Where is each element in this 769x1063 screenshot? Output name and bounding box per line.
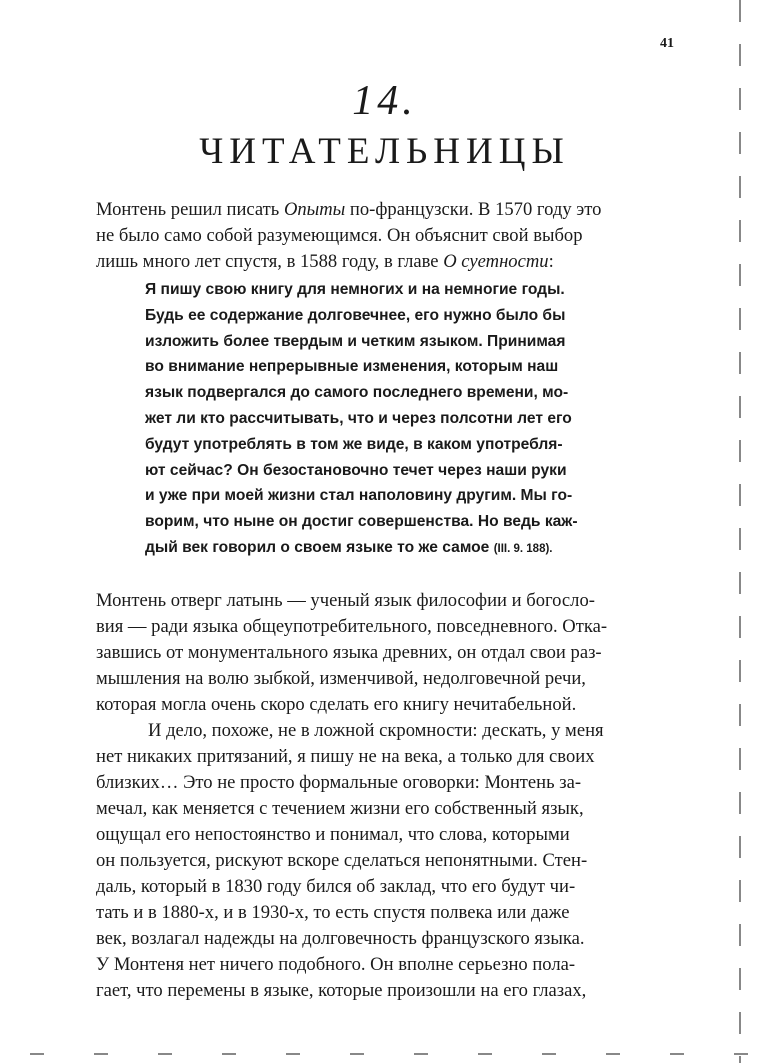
text-line: не было само собой разумеющимся. Он объяснит свой выбор: [96, 225, 583, 246]
quote-line: Я пишу свою книгу для немногих и на немногие годы.: [145, 281, 565, 298]
quote-line: Будь ее содержание долговечнее, его нужно было бы: [145, 306, 566, 324]
quote-line: будут употреблять в том же виде, в каком употребля-: [145, 435, 563, 453]
text-line: Монтень отверг латынь — ученый язык философии и богосло-: [96, 590, 595, 611]
text-line: которая могла очень скоро сделать его книгу нечитабельной.: [96, 694, 577, 715]
quote-line: жет ли кто рассчитывать, что и через полсотни лет его: [145, 409, 572, 427]
quote-line: и уже при моей жизни стал наполовину другим. Мы го-: [145, 487, 573, 505]
text-line: гает, что перемены в языке, которые произошли на его глазах,: [96, 980, 587, 1001]
book-title-italic: Опыты: [283, 199, 346, 220]
text-line: мышления на волю зыбкой, изменчивой, недолговечной речи,: [96, 668, 586, 689]
text-line: он пользуется, рискуют вскоре сделаться непонятными. Стен-: [96, 850, 588, 871]
crop-mark-bottom: [0, 1053, 769, 1055]
text-span: Монтень решил писать: [96, 199, 284, 220]
chapter-number: 14.: [352, 78, 417, 124]
text-line: завшись от монументального языка древних, он отдал свои раз-: [96, 642, 602, 663]
chapter-ref-italic: О суетности: [443, 251, 549, 272]
quote-line: ют сейчас? Он безостановочно течет через наши руки: [145, 461, 567, 479]
chapter-title: ЧИТАТЕЛЬНИЦЫ: [199, 131, 570, 172]
text-span: по-французски. В 1570 году это: [345, 199, 602, 220]
paragraph-latin: [96, 588, 674, 1004]
text-line: близких… Это не просто формальные оговорки: Монтень за-: [96, 772, 582, 793]
text-line: тать и в 1880-х, и в 1930-х, то есть спустя полвека или даже: [96, 902, 570, 923]
text-line: век, возлагал надежды на долговечность французского языка.: [96, 928, 585, 949]
quote-line: ворим, что ныне он достиг совершенства. Но ведь каж-: [145, 513, 578, 531]
quote-line: [145, 535, 665, 561]
text-line: [96, 249, 674, 275]
quote-line: во внимание непрерывные изменения, которым наш: [145, 358, 559, 376]
text-line: даль, который в 1830 году бился об заклад, что его будут чи-: [96, 876, 576, 897]
quote-line: язык подвергался до самого последнего времени, мо-: [145, 384, 569, 402]
text-span: лишь много лет спустя, в 1588 году, в главе: [96, 251, 444, 272]
block-quote: [145, 277, 665, 561]
text-line: нет никаких притязаний, я пишу не на века, а только для своих: [96, 746, 595, 767]
text-line: вия — ради языка общеупотребительного, повседневного. Отка-: [96, 616, 608, 637]
text-line: И дело, похоже, не в ложной скромности: дескать, у меня: [148, 720, 604, 741]
text-span: :: [548, 251, 554, 272]
page-number: 41: [660, 36, 674, 51]
text-span: дый век говорил о своем языке то же самое: [145, 538, 494, 556]
text-line: [96, 197, 674, 223]
text-line: мечал, как меняется с течением жизни его собственный язык,: [96, 798, 584, 819]
quote-reference: (III. 9. 188).: [493, 542, 553, 555]
paragraph-intro: [96, 197, 674, 275]
quote-line: изложить более твердым и четким языком. Принимая: [145, 332, 566, 350]
text-line: ощущал его непостоянство и понимал, что слова, которыми: [96, 824, 570, 845]
text-line: У Монтеня нет ничего подобного. Он вполне серьезно пола-: [96, 954, 576, 975]
